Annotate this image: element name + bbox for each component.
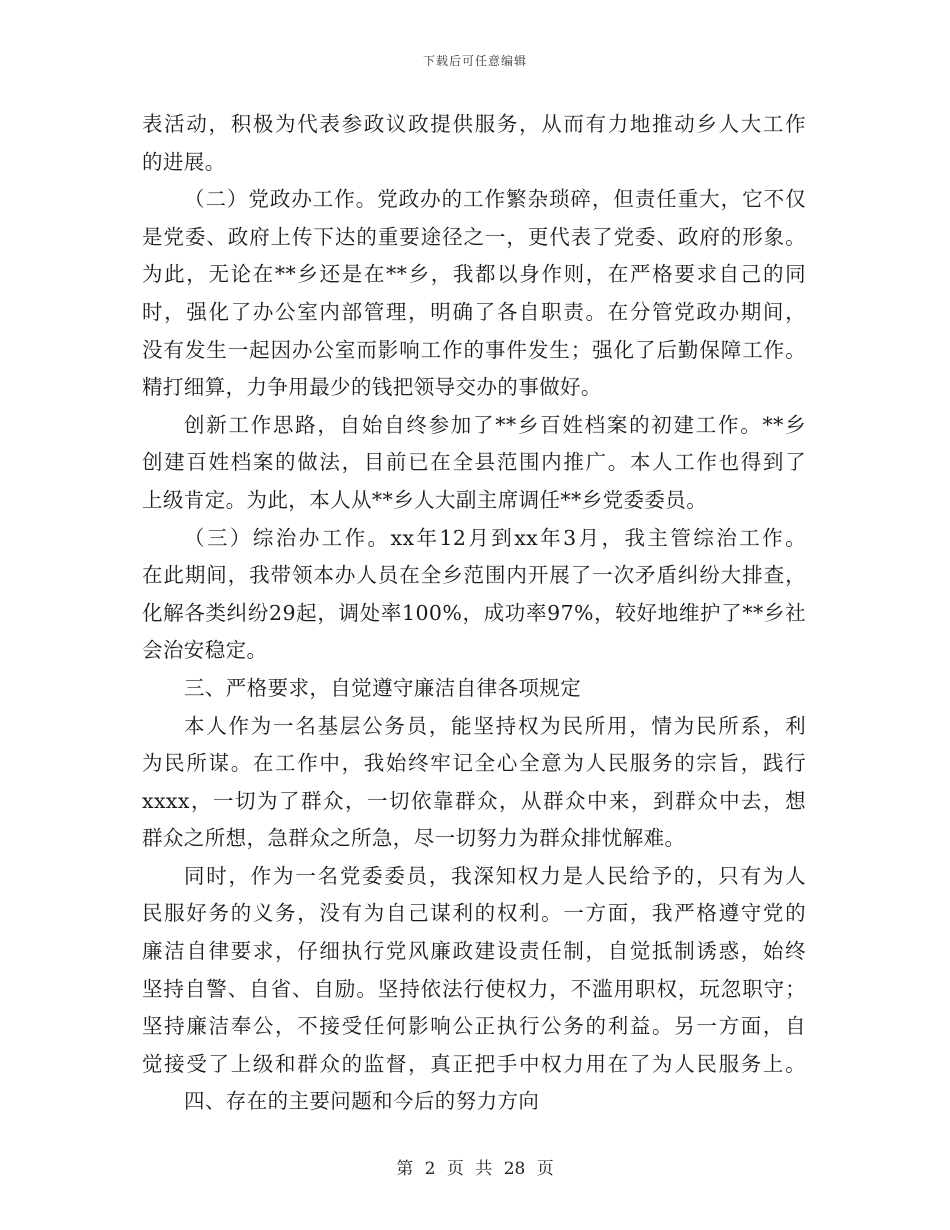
text-line: 为民所谋。在工作中，我始终牢记全心全意为人民服务的宗旨，践行 [142, 751, 806, 776]
text-line: 坚持廉洁奉公，不接受任何影响公正执行公务的利益。另一方面，自 [142, 1014, 806, 1039]
text-line: 是党委、政府上传下达的重要途径之一，更代表了党委、政府的形象。 [142, 224, 806, 249]
text-line: 没有发生一起因办公室而影响工作的事件发生；强化了后勤保障工作。 [142, 337, 806, 362]
text-line: 表活动，积极为代表参政议政提供服务，从而有力地推动乡人大工作 [142, 112, 806, 136]
text-line: 觉接受了上级和群众的监督，真正把手中权力用在了为人民服务上。 [142, 1051, 806, 1076]
text-line: 本人作为一名基层公务员，能坚持权为民所用，情为民所系，利 [184, 713, 806, 738]
text-line: 三、严格要求，自觉遵守廉洁自律各项规定 [184, 675, 582, 700]
document-body [142, 106, 806, 1121]
text-line: 同时，作为一名党委委员，我深知权力是人民给予的，只有为人 [184, 863, 806, 888]
text-line: 廉洁自律要求，仔细执行党风廉政建设责任制，自觉抵制诱惑，始终 [142, 939, 806, 964]
text-line: （二）党政办工作。党政办的工作繁杂琐碎，但责任重大，它不仅 [184, 187, 806, 212]
text-line: 精打细算，力争用最少的钱把领导交办的事做好。 [142, 375, 602, 400]
text-line: 的进展。 [142, 149, 226, 174]
text-line: 化解各类纠纷29起，调处率100%，成功率97%，较好地维护了**乡社 [142, 600, 806, 625]
text-line: 会治安稳定。 [142, 638, 268, 663]
text-line: （三）综治办工作。xx年12月到xx年3月，我主管综治工作。 [184, 525, 806, 550]
page-header: 下载后可任意编辑 [422, 54, 527, 68]
text-line: 为此，无论在**乡还是在**乡，我都以身作则，在严格要求自己的同 [142, 262, 806, 287]
text-line: 创建百姓档案的做法，目前已在全县范围内推广。本人工作也得到了 [142, 450, 806, 475]
text-line: 创新工作思路，自始自终参加了**乡百姓档案的初建工作。**乡 [184, 412, 806, 437]
text-line: 群众之所想，急群众之所急，尽一切努力为群众排忧解难。 [142, 826, 686, 851]
text-line: 上级肯定。为此，本人从**乡人大副主席调任**乡党委委员。 [142, 487, 708, 512]
page-footer: 第 2 页 共 28 页 [396, 1159, 554, 1179]
text-line: 坚持自警、自省、自励。坚持依法行使权力，不滥用职权，玩忽职守； [142, 976, 806, 1001]
text-line: 在此期间，我带领本办人员在全乡范围内开展了一次矛盾纠纷大排查， [142, 563, 806, 588]
text-line: xxxx，一切为了群众，一切依靠群众，从群众中来，到群众中去，想 [142, 788, 806, 813]
text-line: 民服好务的义务，没有为自己谋利的权利。一方面，我严格遵守党的 [142, 901, 806, 926]
text-line: 四、存在的主要问题和今后的努力方向 [184, 1089, 540, 1114]
text-line: 时，强化了办公室内部管理，明确了各自职责。在分管党政办期间， [142, 299, 806, 324]
